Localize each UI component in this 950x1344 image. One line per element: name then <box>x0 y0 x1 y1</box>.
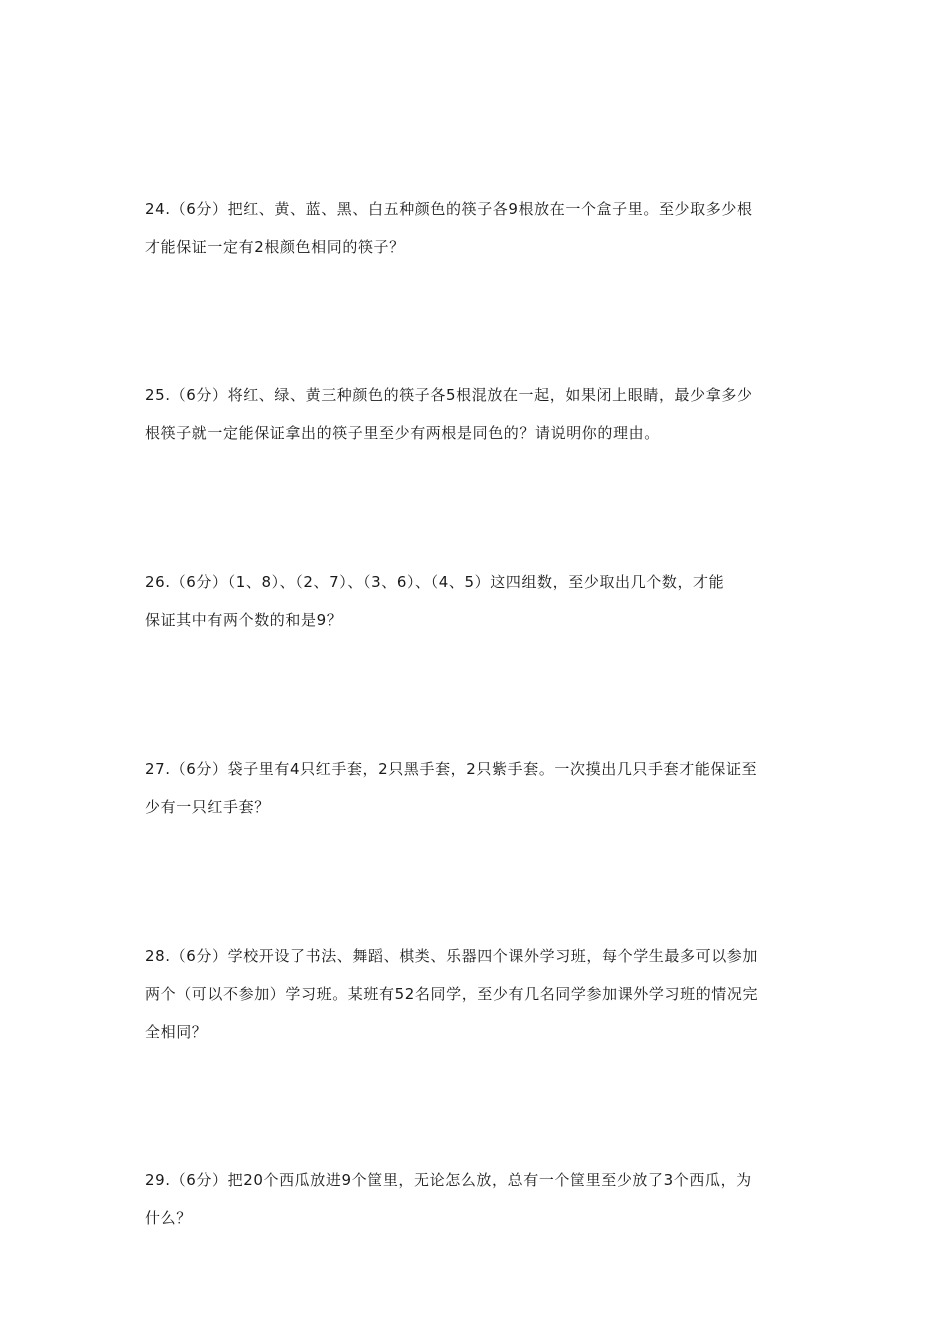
question-text-line: 25.（6分）将红、绿、黄三种颜色的筷子各5根混放在一起，如果闭上眼睛，最少拿多少 <box>145 386 753 404</box>
question-27 <box>145 750 815 826</box>
question-29 <box>145 1161 815 1237</box>
question-text-line: 24.（6分）把红、黄、蓝、黑、白五种颜色的筷子各9根放在一个盒子里。至少取多少根 <box>145 200 753 218</box>
question-text-line: 28.（6分）学校开设了书法、舞蹈、棋类、乐器四个课外学习班，每个学生最多可以参加 <box>145 947 759 965</box>
question-24 <box>145 190 815 266</box>
question-text-line: 29.（6分）把20个西瓜放进9个筐里，无论怎么放，总有一个筐里至少放了3个西瓜，为 <box>145 1171 752 1189</box>
question-text-line: 少有一只红手套？ <box>145 798 270 816</box>
question-26 <box>145 563 815 639</box>
question-text-line: 全相同？ <box>145 1023 208 1041</box>
question-text-line: 才能保证一定有2根颜色相同的筷子？ <box>145 238 405 256</box>
question-25 <box>145 376 815 452</box>
question-text-line: 27.（6分）袋子里有4只红手套，2只黑手套，2只紫手套。一次摸出几只手套才能保证至 <box>145 760 758 778</box>
question-text-line: 保证其中有两个数的和是9？ <box>145 611 343 629</box>
question-text-line: 什么？ <box>145 1209 192 1227</box>
question-28 <box>145 937 815 1051</box>
question-text-line: 26.（6分）（1、8）、（2、7）、（3、6）、（4、5）这四组数，至少取出几个数，才能 <box>145 573 725 591</box>
question-text-line: 根筷子就一定能保证拿出的筷子里至少有两根是同色的？请说明你的理由。 <box>145 424 660 442</box>
question-text-line: 两个（可以不参加）学习班。某班有52名同学，至少有几名同学参加课外学习班的情况完 <box>145 985 759 1003</box>
